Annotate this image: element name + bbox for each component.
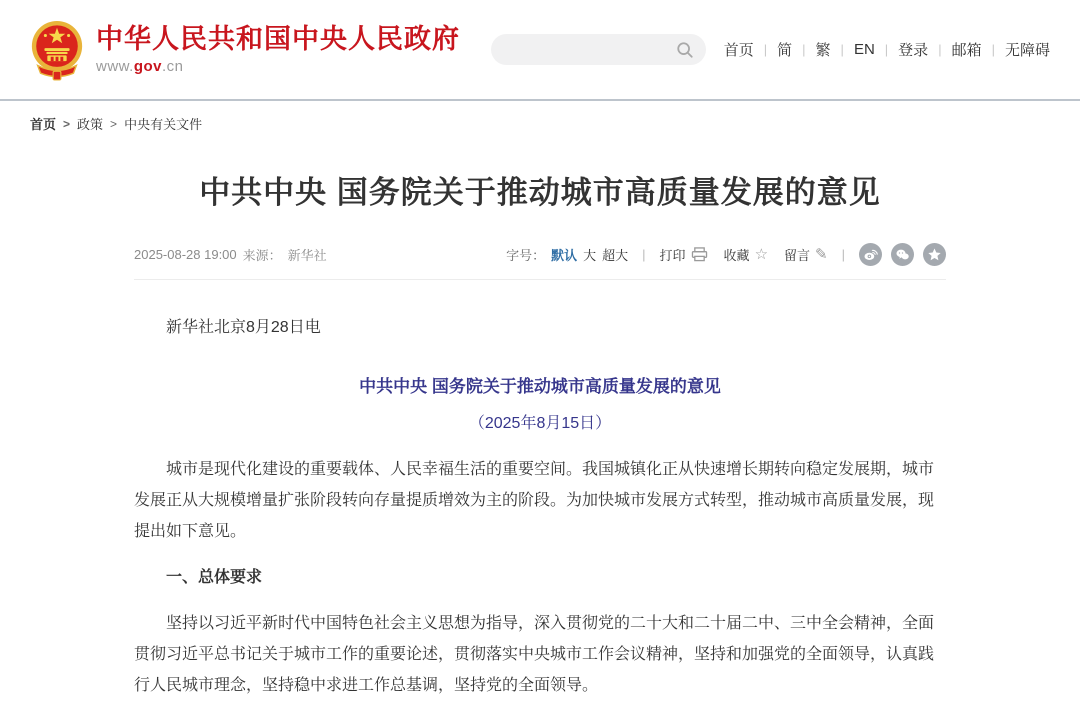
- section-heading-1: 一、总体要求: [166, 569, 263, 587]
- share-group: [859, 243, 946, 266]
- source-value[interactable]: 新华社: [287, 248, 327, 264]
- fontsize-large-button[interactable]: 大: [583, 248, 597, 264]
- favorite-label: 收藏: [723, 248, 750, 264]
- page-title: 中共中央 国务院关于推动城市高质量发展的意见: [199, 175, 881, 210]
- publish-datetime: 2025-08-28 19:00: [134, 247, 237, 263]
- breadcrumb-current: 中央有关文件: [124, 117, 203, 132]
- share-wechat-button[interactable]: [891, 243, 914, 266]
- breadcrumb-home[interactable]: 首页 >: [30, 114, 77, 133]
- comment-button[interactable]: [784, 245, 828, 264]
- search-icon: [676, 41, 694, 59]
- favorite-button[interactable]: [724, 245, 768, 264]
- top-nav: [724, 39, 1050, 60]
- search-box: [491, 34, 706, 65]
- url-www: www.: [96, 58, 134, 76]
- document-date: （2025年8月15日）: [468, 415, 612, 433]
- wechat-icon: [895, 247, 910, 262]
- article-body: [134, 312, 946, 701]
- paragraph-guideline: 坚持以习近平新时代中国特色社会主义思想为指导，深入贯彻党的二十大和二十届二中、三中全会精神，全面贯彻习近平总书记关于城市工作的重要论述，贯彻落实中央城市工作会议精神，坚持和加强党的全面领导，认真践行人民城市理念，坚持稳中求进工作总基调，坚持党的全面领导。: [134, 615, 935, 695]
- site-title: 中华人民共和国中央人民政府: [96, 23, 460, 54]
- nav-item-mailbox[interactable]: | 邮箱: [928, 39, 981, 60]
- print-label: 打印: [659, 248, 686, 264]
- fontsize-label: 字号：: [506, 248, 546, 264]
- url-gov: gov: [133, 58, 163, 76]
- share-qzone-button[interactable]: [923, 243, 946, 266]
- paragraph-intro: 城市是现代化建设的重要载体、人民幸福生活的重要空间。我国城镇化正从快速增长期转向稳定发展期，城市发展正从大规模增量扩张阶段转向存量提质增效为主的阶段。为加快城市发展方式转型，推动城市高质量发展，现提出如下意见。: [134, 461, 935, 541]
- document-title: 中共中央 国务院关于推动城市高质量发展的意见: [359, 377, 721, 397]
- search-input[interactable]: [507, 42, 674, 58]
- breadcrumb-policy[interactable]: 政策 >: [77, 114, 124, 133]
- qzone-star-icon: [927, 247, 942, 262]
- site-url: [96, 58, 460, 75]
- print-button[interactable]: [660, 245, 708, 264]
- share-weibo-button[interactable]: [859, 243, 882, 266]
- site-logo[interactable]: [28, 19, 460, 81]
- printer-icon: [691, 247, 708, 262]
- star-icon: ☆: [754, 246, 769, 264]
- national-emblem-icon: [28, 19, 86, 81]
- source-label: 来源：: [242, 248, 282, 264]
- comment-label: 留言: [784, 248, 811, 264]
- site-header: [0, 0, 1080, 101]
- nav-item-traditional[interactable]: | 繁: [792, 39, 830, 60]
- nav-item-login[interactable]: | 登录: [875, 39, 928, 60]
- fontsize-default-button[interactable]: 默认: [551, 248, 578, 264]
- pencil-icon: ✎: [815, 246, 828, 264]
- url-cn: .cn: [162, 58, 184, 76]
- dateline: 新华社北京8月28日电: [166, 319, 321, 337]
- nav-item-simplified[interactable]: | 简: [754, 39, 792, 60]
- search-button[interactable]: [674, 39, 696, 61]
- fontsize-xlarge-button[interactable]: 超大: [602, 248, 629, 264]
- nav-item-accessibility[interactable]: | 无障碍: [982, 39, 1050, 60]
- article-meta: [134, 243, 946, 280]
- divider: |: [841, 247, 845, 263]
- article: [134, 173, 946, 701]
- divider: |: [642, 247, 646, 263]
- weibo-icon: [863, 247, 878, 262]
- breadcrumb: [0, 101, 1080, 143]
- nav-item-home[interactable]: 首页: [723, 42, 754, 59]
- nav-item-english[interactable]: | EN: [831, 41, 875, 58]
